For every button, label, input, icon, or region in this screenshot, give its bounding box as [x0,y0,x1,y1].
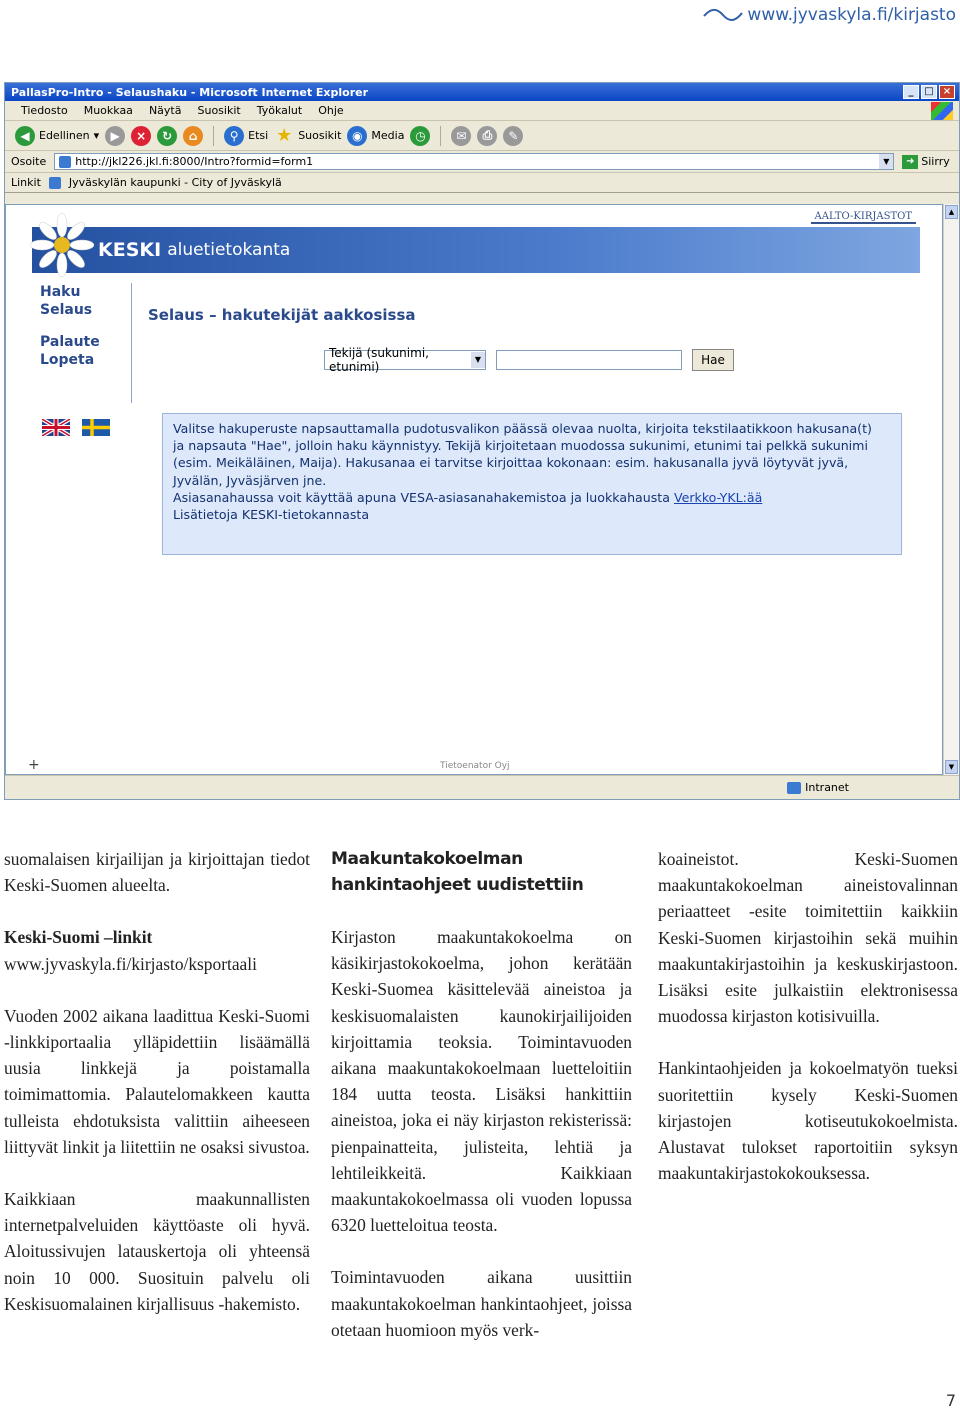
history-button[interactable]: ◷ [410,126,430,146]
media-label: Media [371,129,405,142]
nav-haku[interactable]: Haku [40,284,81,300]
menu-favorites[interactable]: Suosikit [197,104,241,117]
refresh-button[interactable]: ↻ [157,126,177,146]
chevron-down-icon[interactable]: ▼ [879,154,893,169]
search-label: Etsi [248,129,269,142]
media-icon: ◉ [347,126,367,146]
menu-edit[interactable]: Muokkaa [83,104,133,117]
scroll-down-icon[interactable]: ▼ [945,760,958,774]
scroll-up-icon[interactable]: ▲ [945,205,958,219]
mail-button[interactable]: ✉ [451,126,471,146]
uk-flag-icon[interactable] [42,419,70,436]
info-box [162,413,902,555]
browser-menu-bar [5,101,959,121]
banner-subtitle: aluetietokanta [167,240,291,260]
column-1 [4,846,310,1343]
info-line-text: Asiasanahaussa voit käyttää apuna VESA-asiasanahakemistoa ja luokkahausta [173,489,674,505]
paragraph: suomalaisen kirjailijan ja kirjoittajan tiedot Keski-Suomen alueelta. [4,849,310,896]
verkko-ykl-link[interactable]: Verkko-YKL:ää [673,489,763,505]
nav-selaus[interactable]: Selaus [40,302,93,318]
go-arrow-icon: ➜ [902,155,918,169]
keski-banner [32,227,920,273]
language-flags [42,419,110,436]
browser-toolbar [5,121,959,151]
intranet-icon [787,782,801,794]
banner-keski: KESKI [98,239,162,261]
forward-button[interactable]: ▶ [105,126,125,146]
search-row [324,346,734,374]
cursor-mark: + [28,757,40,773]
address-bar [5,151,959,173]
nav-lopeta[interactable]: Lopeta [40,352,95,368]
page-title: Selaus – hakutekijät aakkosissa [148,306,416,324]
menu-view[interactable]: Näytä [148,104,182,117]
section-url: www.jyvaskyla.fi/kirjasto/ksportaali [4,953,257,974]
browser-title: PallasPro-Intro - Selaushaku - Microsoft Internet Explorer [11,85,369,99]
column-2 [331,846,632,1369]
info-line [173,489,891,506]
toolbar-separator [213,126,214,146]
info-line: Jyvälän, Jyväsjärven jne. [173,472,327,488]
favorites-label: Suosikit [298,129,342,142]
select-value: Tekijä (sukunimi, etunimi) [329,346,429,374]
info-line: ja napsauta "Hae", jolloin haku käynnistyy. Tekijä kirjoitetaan muodossa sukunimi, etunimi tai pelkkä sukunimi [173,438,868,454]
back-button[interactable]: ◀ Edellinen ▾ [15,126,99,146]
home-button[interactable]: ⌂ [183,126,203,146]
search-type-select[interactable] [324,346,486,374]
chevron-down-icon: ▼ [471,352,485,368]
address-input[interactable] [54,153,894,170]
page-header [703,0,956,30]
paragraph: Hankintaohjeiden ja kokoelmatyön tueksi suoritettiin kysely Keski-Suomen kirjastojen kotiseutukokoelmista. Alustavat tulokset raportoitiin syksyn maakuntakirjastokokouksessa. [658,1058,958,1184]
back-label: Edellinen [39,129,90,142]
star-icon: ★ [276,125,293,146]
paragraph: Vuoden 2002 aikana laadittua Keski-Suomi -linkkiportaalia ylläpidettiin lisäämällä uusia linkkejä ja poistamalla toimimattomia. Palautelomakkeen kautta tulleista ehdotuksista valittiin aiheeseen liittyvät linkit ja liitettiin ne osaksi sivustoa. [4,1005,310,1157]
left-nav [32,283,132,403]
info-more-link[interactable]: Lisätietoja KESKI-tietokannasta [173,507,370,523]
section-heading [4,924,310,950]
section-heading: Maakuntakokoelman hankintaohjeet uudistettiin [331,849,584,895]
aalto-logo: AALTO-KIRJASTOT [811,211,916,224]
paragraph: koaineistot. Keski-Suomen maakuntakokoelman aineistovalinnan periaatteet -esite toimitettiin kaikkiin Keski-Suomen kirjastoihin sekä muihin maakuntakirjastoihin ja keskuskirjastoon. Lisäksi esite julkaistiin elektronisessa muodossa kirjaston kotisivuilla. [658,849,958,1027]
status-bar [5,775,959,799]
info-line: (esim. Meikäläinen, Maija). Hakusanaa ei tarvitse kirjoittaa kokonaan: esim. hakusanalla jyvä löytyvät jyvä, [173,455,849,471]
address-label: Osoite [11,155,47,168]
search-button[interactable] [224,126,268,146]
page-number: 7 [945,1391,956,1410]
daisy-logo-icon [30,213,94,277]
column-3 [658,846,958,1212]
back-arrow-icon: ◀ [15,126,35,146]
paragraph: Toimintavuoden aikana uusittiin maakuntakokoelman hankintaohjeet, joissa otetaan huomioon myös verk- [331,1267,632,1340]
go-label: Siirry [921,155,950,168]
media-button[interactable] [347,126,404,146]
paragraph: Kaikkiaan maakunnallisten internetpalveluiden käyttöaste oli hyvä. Aloitussivujen latauskertoja oli yhteensä noin 10 000. Suosituin palvelu oli Keskisuomalainen kirjallisuus -hakemisto. [4,1189,310,1314]
paragraph: Kirjaston maakuntakokoelma on käsikirjastokokoelma, johon kerätään Keski-Suomea käsittelevää aineistoa ja keskisuomalaisten kaunokirjailijoiden kirjoittamia teoksia. Toimintavuoden aikana maakuntakokoelmaan luetteloitiin 184 uutta teosta. Lisäksi hankittiin aineistoa, joka ei näy kirjaston rekisterissä: pienpainatteita, julisteita, lehtiä ja lehtileikkeitä. Kaikkiaan maakuntakokoelmassa oli vuoden lopussa 6320 luetteloitua teosta. [331,927,632,1236]
swedish-flag-icon[interactable] [82,419,110,436]
vertical-scrollbar[interactable] [943,204,959,775]
favorites-button[interactable] [274,126,341,146]
heading-text: Keski-Suomi –linkit [4,927,153,948]
links-item[interactable]: Jyväskylän kaupunki - City of Jyväskylä [68,176,282,189]
print-button[interactable]: ⎙ [477,126,497,146]
minimize-button[interactable]: _ [903,85,919,99]
menu-file[interactable]: Tiedosto [21,104,68,117]
status-zone: Intranet [805,781,849,794]
close-button[interactable]: × [939,85,955,99]
info-line: Valitse hakuperuste napsauttamalla pudotusvalikon päässä olevaa nuolta, kirjoita tekstilaatikkoon hakusana(t) [173,421,872,436]
page-icon [49,177,61,189]
page-footer: Tietoenator Oyj [440,761,510,771]
browser-title-bar [5,83,959,101]
search-icon: ⚲ [224,126,244,146]
go-button[interactable] [902,155,949,169]
header-url: www.jyvaskyla.fi/kirjasto [747,5,956,25]
menu-help[interactable]: Ohje [318,104,344,117]
maximize-button[interactable]: □ [921,85,937,99]
hae-button[interactable]: Hae [692,349,734,371]
edit-button[interactable]: ✎ [503,126,523,146]
nav-palaute[interactable]: Palaute [40,334,100,350]
page-icon [59,156,71,168]
links-label: Linkit [11,176,41,189]
search-input[interactable] [496,350,682,370]
address-value: http://jkl226.jkl.fi:8000/Intro?formid=form1 [75,155,314,168]
menu-tools[interactable]: Työkalut [256,104,303,117]
toolbar-separator [440,126,441,146]
links-bar [5,173,959,193]
web-page [5,204,943,775]
browser-screenshot [4,82,960,800]
stop-button[interactable]: × [131,126,151,146]
windows-logo-icon [931,102,953,120]
wave-logo-icon [703,8,743,22]
